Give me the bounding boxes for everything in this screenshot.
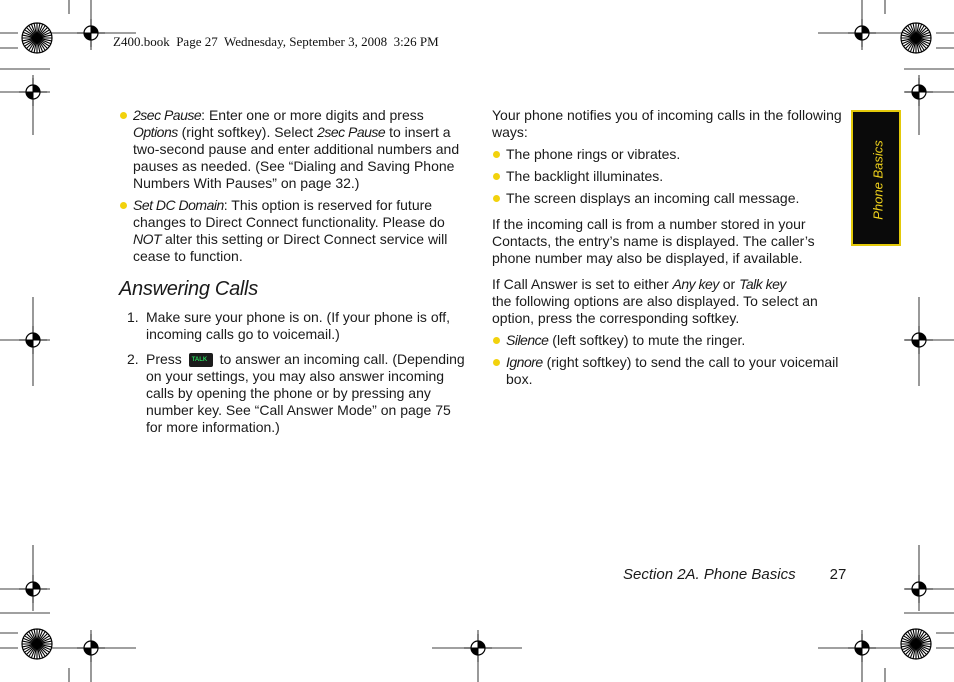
registration-mark-icon	[848, 19, 876, 47]
bullet-set-dc-domain	[119, 197, 469, 265]
list-item	[492, 168, 842, 185]
starburst-target-icon	[22, 23, 52, 53]
registration-mark-icon	[905, 326, 933, 354]
bullet-icon	[493, 359, 500, 366]
step-number: 1.	[127, 309, 139, 325]
bullet-icon	[120, 202, 127, 209]
text: The screen displays an incoming call message.	[506, 190, 800, 206]
term: 2sec Pause	[317, 124, 386, 140]
step-text: Make sure your phone is on. (If your phone is off, incoming calls go to voicemail.)	[146, 309, 451, 342]
text: : Enter one or more digits and press	[201, 107, 424, 123]
page-number: 27	[829, 566, 847, 583]
text: : This option is reserved for future changes to Direct Connect functionality. Please do	[133, 197, 445, 230]
registration-mark-icon	[848, 634, 876, 662]
talk-key-label: TALK	[191, 357, 208, 363]
bullet-icon	[120, 112, 127, 119]
term: Talk key	[739, 276, 786, 292]
step-2	[119, 351, 469, 436]
text: or	[718, 276, 740, 292]
list-item	[492, 190, 842, 207]
registration-mark-icon	[905, 78, 933, 106]
starburst-target-icon	[22, 629, 52, 659]
footer-section: Section 2A. Phone Basics	[623, 566, 796, 583]
intro-paragraph: Your phone notifies you of incoming calls in the following ways:	[492, 107, 842, 140]
text: the following options are also displayed. To select an option, press the corresponding softkey.	[492, 293, 818, 326]
text: The phone rings or vibrates.	[506, 146, 681, 162]
term: NOT	[133, 231, 162, 247]
term: Ignore	[506, 354, 543, 370]
text: to insert a two-second pause and enter additional numbers and pauses as needed. (See “Dialing and Saving Phone Numbers With Pauses” on page 32.)	[133, 124, 460, 191]
term: Set DC Domain	[133, 197, 224, 213]
registration-mark-icon	[19, 575, 47, 603]
step-text: Press	[146, 351, 186, 367]
starburst-target-icon	[901, 629, 931, 659]
text: (left softkey) to mute the ringer.	[548, 332, 746, 348]
step-number: 2.	[127, 351, 139, 367]
right-column	[492, 107, 842, 393]
bullet-icon	[493, 195, 500, 202]
print-header: Z400.book Page 27 Wednesday, September 3, 2008 3:26 PM	[113, 34, 439, 49]
text: If Call Answer is set to either	[492, 276, 673, 292]
option-silence	[492, 332, 842, 349]
bullet-icon	[493, 151, 500, 158]
call-answer-paragraph	[492, 276, 842, 327]
text: The backlight illuminates.	[506, 168, 664, 184]
chapter-tab-label: Phone Basics	[870, 140, 886, 220]
registration-mark-icon	[464, 634, 492, 662]
option-ignore	[492, 354, 842, 388]
page-footer	[623, 566, 846, 583]
starburst-target-icon	[901, 23, 931, 53]
registration-mark-icon	[19, 326, 47, 354]
term: Options	[133, 124, 178, 140]
text: (right softkey) to send the call to your voicemail box.	[506, 354, 839, 387]
registration-mark-icon	[905, 575, 933, 603]
bullet-icon	[493, 337, 500, 344]
term: Silence	[506, 332, 549, 348]
term: 2sec Pause	[133, 107, 202, 123]
registration-mark-icon	[19, 78, 47, 106]
term: Any key	[672, 276, 719, 292]
registration-mark-icon	[77, 19, 105, 47]
bullet-icon	[493, 173, 500, 180]
talk-key-icon	[189, 353, 213, 367]
chapter-tab	[851, 110, 901, 246]
list-item	[492, 146, 842, 163]
bullet-2sec-pause	[119, 107, 469, 192]
step-1	[119, 309, 469, 343]
text: (right softkey). Select	[177, 124, 318, 140]
text: alter this setting or Direct Connect service will cease to function.	[133, 231, 448, 264]
left-column	[119, 107, 469, 444]
contacts-paragraph: If the incoming call is from a number stored in your Contacts, the entry’s name is displayed. The caller’s phone number may also be displayed, if available.	[492, 216, 815, 266]
registration-mark-icon	[77, 634, 105, 662]
step-text: to answer an incoming call. (Depending on your settings, you may also answer incoming calls by opening the phone or by pressing any number key. See “Call Answer Mode” on page 75 for more information.)	[146, 351, 465, 435]
section-heading: Answering Calls	[119, 278, 258, 300]
